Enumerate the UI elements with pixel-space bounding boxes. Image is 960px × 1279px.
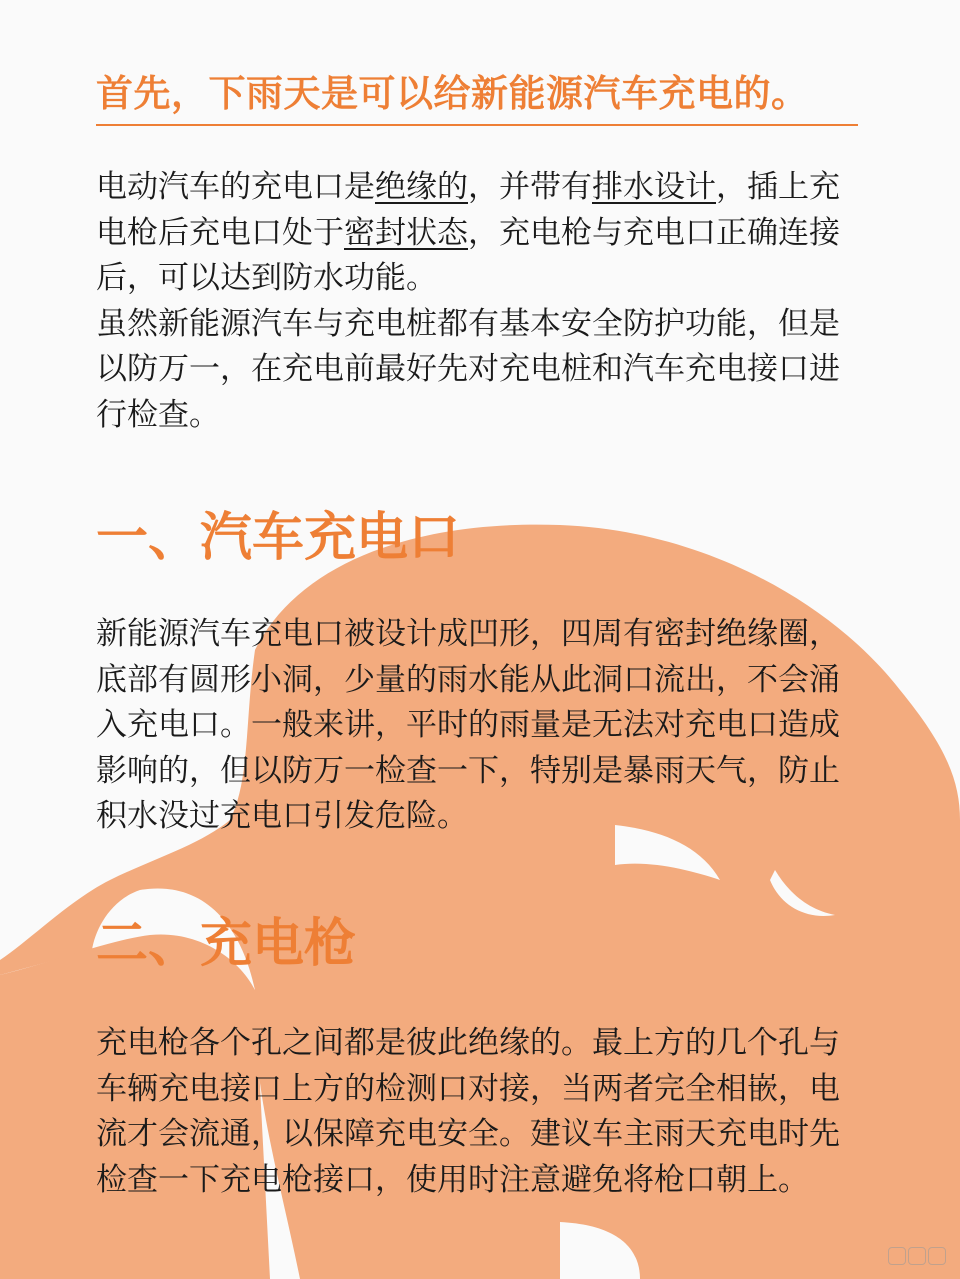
intro-line-4: 虽然新能源汽车与充电桩都有基本安全防护功能，但是 bbox=[96, 305, 840, 342]
section-heading-charging-port: 一、汽车充电口 bbox=[96, 508, 461, 568]
watermark-box-icon bbox=[908, 1247, 926, 1265]
intro-title: 首先，下雨天是可以给新能源汽车充电的。 bbox=[96, 66, 858, 126]
text-segment: 电动汽车的充电口是 bbox=[96, 169, 375, 205]
section2-line: 车辆充电接口上方的检测口对接，当两者完全相嵌，电 bbox=[96, 1070, 840, 1107]
text-segment: 电枪后充电口处于 bbox=[96, 214, 344, 251]
section1-line: 入充电口。一般来讲，平时的雨量是无法对充电口造成 bbox=[96, 707, 840, 743]
section1-line: 积水没过充电口引发危险。 bbox=[96, 798, 468, 834]
section1-line: 底部有圆形小洞，少量的雨水能从此洞口流出，不会涌 bbox=[96, 661, 840, 698]
intro-line-3: 后，可以达到防水功能。 bbox=[96, 260, 437, 296]
text-segment: ，并带有 bbox=[468, 169, 592, 205]
section1-line: 新能源汽车充电口被设计成凹形，四周有密封绝缘圈， bbox=[96, 616, 840, 652]
section2-line: 流才会流通，以保障充电安全。建议车主雨天充电时先 bbox=[96, 1116, 840, 1152]
section2-paragraph bbox=[96, 1021, 868, 1203]
text-segment: ，插上充 bbox=[716, 169, 840, 205]
intro-line-5: 以防万一，在充电前最好先对充电桩和汽车充电接口进 bbox=[96, 351, 840, 387]
underlined-drainage: 排水设计 bbox=[592, 169, 716, 205]
intro-line-6: 行检查。 bbox=[96, 396, 220, 433]
section1-line: 影响的，但以防万一检查一下，特别是暴雨天气，防止 bbox=[96, 752, 840, 789]
text-segment: ，充电枪与充电口正确连接 bbox=[468, 214, 840, 251]
section2-line: 检查一下充电枪接口，使用时注意避免将枪口朝上。 bbox=[96, 1161, 809, 1198]
intro-line-2 bbox=[96, 211, 868, 257]
section1-paragraph bbox=[96, 612, 868, 840]
section-heading-charging-gun: 二、充电枪 bbox=[96, 914, 357, 974]
watermark-box-icon bbox=[888, 1247, 906, 1265]
watermark-box-icon bbox=[928, 1247, 946, 1265]
underlined-sealed: 密封状态 bbox=[344, 214, 468, 251]
intro-paragraph bbox=[96, 165, 868, 438]
section2-line: 充电枪各个孔之间都是彼此绝缘的。最上方的几个孔与 bbox=[96, 1025, 840, 1061]
underlined-insulated: 绝缘的 bbox=[375, 169, 468, 205]
intro-line-1 bbox=[96, 165, 868, 211]
watermark-icon bbox=[888, 1247, 946, 1265]
